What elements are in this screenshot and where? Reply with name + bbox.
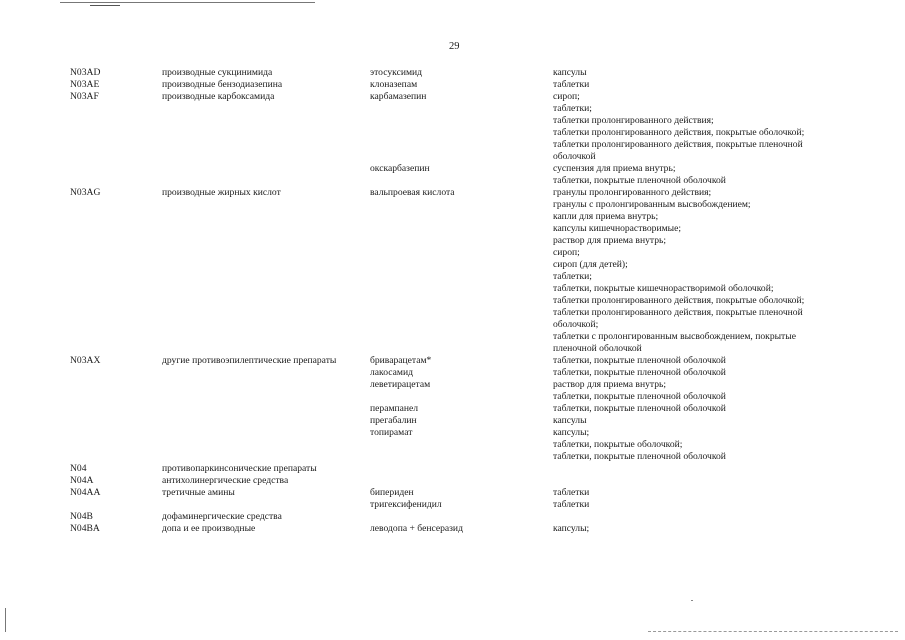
pharmacological-group: антихолинергические средства — [162, 475, 289, 486]
dosage-form: таблетки, покрытые кишечнорастворимой оболочкой; — [553, 283, 774, 294]
table-row — [0, 151, 905, 163]
scan-artifact-top-mark — [90, 5, 120, 6]
dosage-form: таблетки с пролонгированным высвобождением, покрытые — [553, 331, 796, 342]
table-row — [0, 403, 905, 415]
scan-artifact-bottom-dots — [648, 631, 898, 633]
atc-code: N04A — [70, 475, 94, 486]
table-row — [0, 139, 905, 151]
dosage-form: капсулы кишечнорастворимые; — [553, 223, 682, 234]
dosage-form: капсулы — [553, 415, 587, 426]
pharmacological-group: третичные амины — [162, 487, 235, 498]
drug-name: лакосамид — [370, 367, 413, 378]
pharmacological-group: дофаминергические средства — [162, 511, 282, 522]
pharmacological-group: противопаркинсонические препараты — [162, 463, 317, 474]
dosage-form: таблетки; — [553, 271, 592, 282]
table-row — [0, 175, 905, 187]
pharmacological-group: производные карбоксамида — [162, 91, 275, 102]
dosage-form: гранулы пролонгированного действия; — [553, 187, 712, 198]
dosage-form: пленочной оболочкой — [553, 343, 642, 354]
dosage-form: сироп; — [553, 247, 580, 258]
table-row — [0, 79, 905, 91]
drug-name: тригексифенидил — [370, 499, 442, 510]
dosage-form: капли для приема внутрь; — [553, 211, 659, 222]
drug-name: этосуксимид — [370, 67, 423, 78]
table-row — [0, 115, 905, 127]
dosage-form: таблетки — [553, 499, 590, 510]
table-row — [0, 127, 905, 139]
page-number: 29 — [449, 41, 460, 52]
table-row — [0, 463, 905, 475]
atc-code: N04BA — [70, 523, 100, 534]
atc-code: N04B — [70, 511, 93, 522]
dosage-form: сироп (для детей); — [553, 259, 628, 270]
dosage-form: таблетки пролонгированного действия, покрытые оболочкой; — [553, 127, 805, 138]
table-row — [0, 427, 905, 439]
table-row — [0, 355, 905, 367]
pharmacological-group: допа и ее производные — [162, 523, 256, 534]
dosage-form: таблетки — [553, 487, 590, 498]
drug-name: вальпроевая кислота — [370, 187, 455, 198]
table-row — [0, 91, 905, 103]
pharmacological-group: производные сукцинимида — [162, 67, 273, 78]
table-row — [0, 67, 905, 79]
dosage-form: суспензия для приема внутрь; — [553, 163, 676, 174]
table-row — [0, 343, 905, 355]
dosage-form: оболочкой — [553, 151, 596, 162]
table-row — [0, 103, 905, 115]
drug-name: перампанел — [370, 403, 419, 414]
dosage-form: капсулы; — [553, 523, 590, 534]
atc-code: N03AD — [70, 67, 101, 78]
table-row — [0, 331, 905, 343]
pharmacological-group: другие противоэпилептические препараты — [162, 355, 337, 366]
pharmacological-group: производные бензодиазепина — [162, 79, 283, 90]
dosage-form: таблетки, покрытые пленочной оболочкой — [553, 175, 726, 186]
drug-name: окскарбазепин — [370, 163, 430, 174]
table-row — [0, 223, 905, 235]
atc-code: N03AE — [70, 79, 100, 90]
scan-artifact-speck — [691, 600, 693, 601]
table-row — [0, 487, 905, 499]
atc-code: N03AX — [70, 355, 101, 366]
dosage-form: таблетки пролонгированного действия, покрытые оболочкой; — [553, 295, 805, 306]
atc-code: N04AA — [70, 487, 101, 498]
drug-name: прегабалин — [370, 415, 417, 426]
drug-name: карбамазепин — [370, 91, 427, 102]
drug-name: бриварацетам* — [370, 355, 432, 366]
table-row — [0, 451, 905, 463]
scan-artifact-top-line — [60, 2, 315, 3]
table-row — [0, 475, 905, 487]
dosage-form: таблетки, покрытые пленочной оболочкой — [553, 403, 726, 414]
table-row — [0, 295, 905, 307]
dosage-form: таблетки; — [553, 103, 592, 114]
atc-code: N04 — [70, 463, 87, 474]
dosage-form: раствор для приема внутрь; — [553, 379, 667, 390]
table-row — [0, 187, 905, 199]
drug-table — [0, 67, 905, 535]
atc-code: N03AG — [70, 187, 101, 198]
dosage-form: таблетки, покрытые пленочной оболочкой — [553, 355, 726, 366]
drug-name: леводопа + бенсеразид — [370, 523, 463, 534]
table-row — [0, 523, 905, 535]
dosage-form: раствор для приема внутрь; — [553, 235, 667, 246]
drug-name: леветирацетам — [370, 379, 431, 390]
table-row — [0, 415, 905, 427]
dosage-form: таблетки пролонгированного действия, покрытые пленочной — [553, 139, 803, 150]
table-row — [0, 499, 905, 511]
dosage-form: таблетки, покрытые пленочной оболочкой — [553, 451, 726, 462]
dosage-form: таблетки, покрытые пленочной оболочкой — [553, 367, 726, 378]
table-row — [0, 199, 905, 211]
dosage-form: капсулы — [553, 67, 587, 78]
dosage-form: таблетки пролонгированного действия; — [553, 115, 714, 126]
scan-artifact-left-mark — [5, 608, 6, 632]
pharmacological-group: производные жирных кислот — [162, 187, 281, 198]
table-row — [0, 163, 905, 175]
table-row — [0, 259, 905, 271]
table-row — [0, 271, 905, 283]
table-row — [0, 211, 905, 223]
drug-name: клоназепам — [370, 79, 418, 90]
table-row — [0, 379, 905, 391]
dosage-form: таблетки — [553, 79, 590, 90]
dosage-form: таблетки пролонгированного действия, покрытые пленочной — [553, 307, 803, 318]
table-row — [0, 247, 905, 259]
drug-name: бипериден — [370, 487, 414, 498]
table-row — [0, 367, 905, 379]
dosage-form: сироп; — [553, 91, 580, 102]
table-row — [0, 439, 905, 451]
dosage-form: таблетки, покрытые оболочкой; — [553, 439, 683, 450]
dosage-form: оболочкой; — [553, 319, 599, 330]
dosage-form: капсулы; — [553, 427, 590, 438]
atc-code: N03AF — [70, 91, 99, 102]
drug-name: топирамат — [370, 427, 413, 438]
table-row — [0, 307, 905, 319]
table-row — [0, 391, 905, 403]
table-row — [0, 235, 905, 247]
table-row — [0, 283, 905, 295]
table-row — [0, 319, 905, 331]
table-row — [0, 511, 905, 523]
dosage-form: гранулы с пролонгированным высвобождением; — [553, 199, 751, 210]
dosage-form: таблетки, покрытые пленочной оболочкой — [553, 391, 726, 402]
